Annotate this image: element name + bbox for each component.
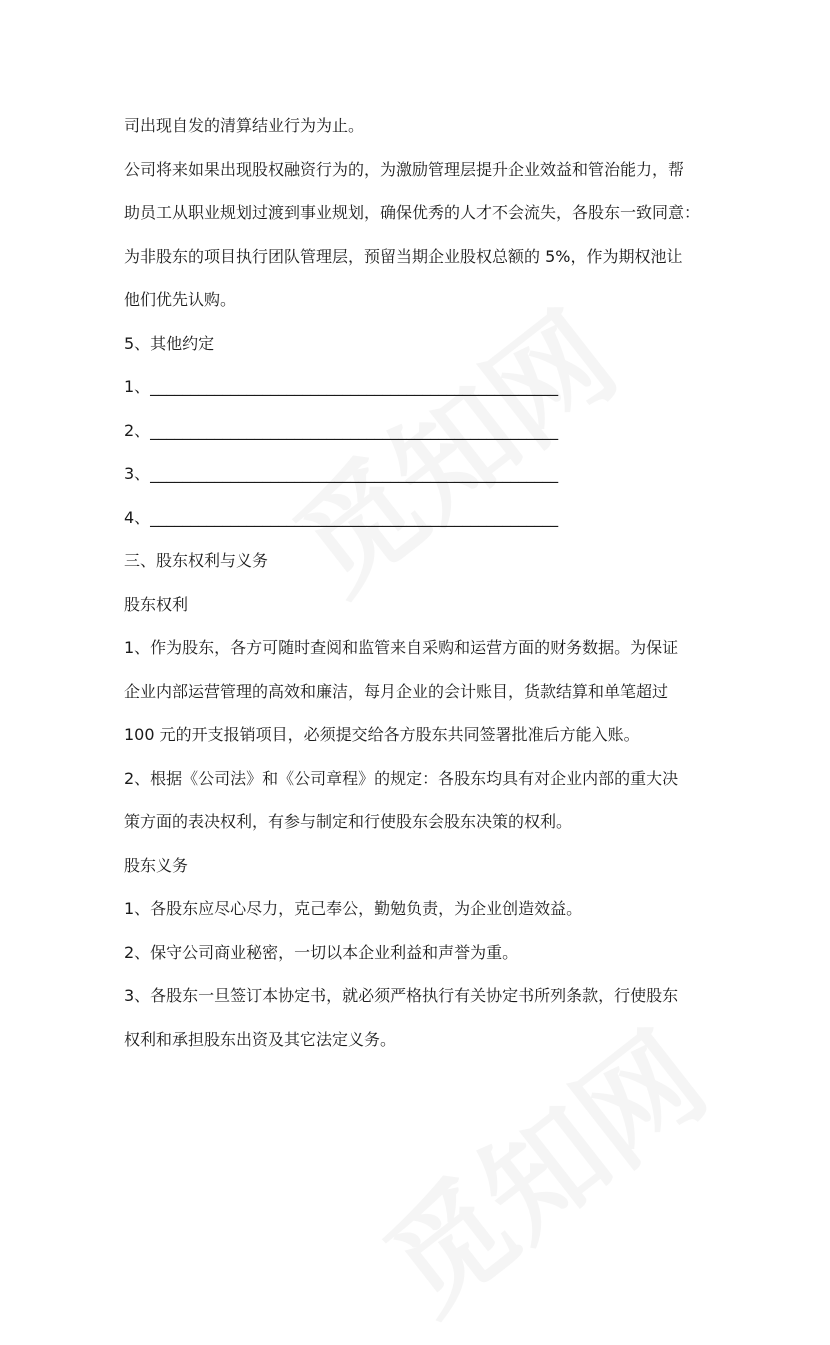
subsection-heading: 股东义务 [124, 856, 189, 875]
paragraph-line: 2、根据《公司法》和《公司章程》的规定：各股东均具有对企业内部的重大决 [124, 769, 679, 788]
paragraph-line: 100 元的开支报销项目，必须提交给各方股东共同签署批准后方能入账。 [124, 725, 640, 744]
blank-item: 3、___________________________________________________ [124, 464, 559, 483]
section-heading: 5、其他约定 [124, 334, 215, 353]
paragraph-line: 权利和承担股东出资及其它法定义务。 [124, 1030, 397, 1049]
watermark [255, 267, 645, 624]
blank-item: 1、___________________________________________________ [124, 377, 559, 396]
watermark [345, 987, 735, 1344]
paragraph-line: 1、作为股东，各方可随时查阅和监管来自采购和运营方面的财务数据。为保证 [124, 638, 679, 657]
paragraph-line: 企业内部运营管理的高效和廉洁，每月企业的会计账目，货款结算和单笔超过 [124, 682, 669, 701]
paragraph-line: 他们优先认购。 [124, 290, 237, 309]
paragraph-line: 策方面的表决权利，有参与制定和行使股东会股东决策的权利。 [124, 812, 573, 831]
paragraph-line: 1、各股东应尽心尽力，克己奉公，勤勉负责，为企业创造效益。 [124, 899, 583, 918]
paragraph-line: 3、各股东一旦签订本协定书，就必须严格执行有关协定书所列条款，行使股东 [124, 986, 679, 1005]
paragraph-line: 为非股东的项目执行团队管理层，预留当期企业股权总额的 5%，作为期权池让 [124, 247, 683, 266]
subsection-heading: 股东权利 [124, 595, 189, 614]
paragraph-line: 公司将来如果出现股权融资行为的，为激励管理层提升企业效益和管治能力，帮 [124, 160, 685, 179]
paragraph-line: 司出现自发的清算结业行为为止。 [124, 116, 365, 135]
blank-item: 4、___________________________________________________ [124, 508, 559, 527]
section-heading: 三、股东权利与义务 [124, 551, 269, 570]
blank-item: 2、___________________________________________________ [124, 421, 559, 440]
paragraph-line: 2、保守公司商业秘密，一切以本企业利益和声誉为重。 [124, 943, 519, 962]
paragraph-line: 助员工从职业规划过渡到事业规划，确保优秀的人才不会流失，各股东一致同意： [124, 203, 701, 222]
